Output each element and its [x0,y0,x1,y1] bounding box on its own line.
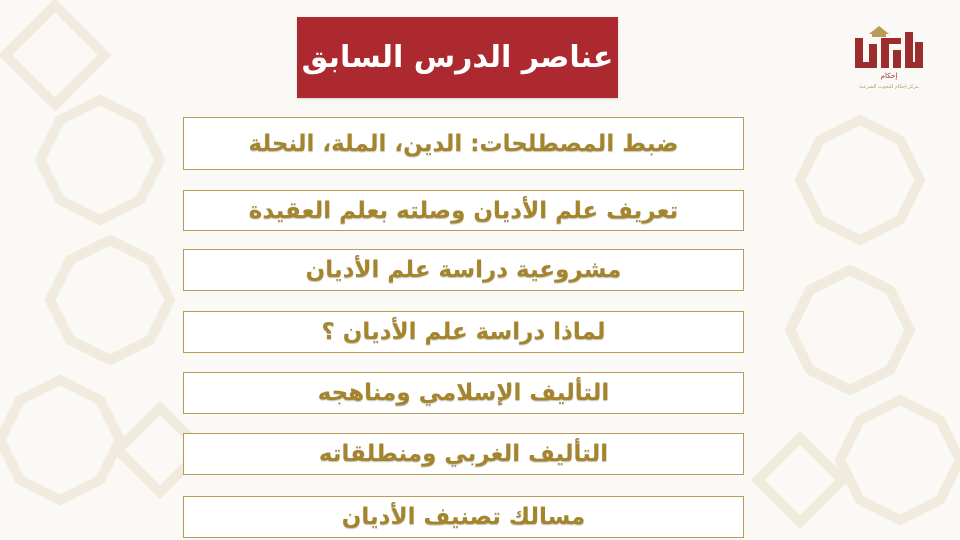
logo-name: إحكام [880,72,898,80]
list-item: ضبط المصطلحات: الدين، الملة، النحلة [183,117,744,170]
logo [851,24,927,94]
list-item: تعريف علم الأديان وصلته بعلم العقيدة [183,190,744,231]
list-item: مشروعية دراسة علم الأديان [183,249,744,291]
logo-mark-icon [853,24,925,70]
list-item: لماذا دراسة علم الأديان ؟ [183,311,744,353]
list-item: التأليف الإسلامي ومناهجه [183,372,744,414]
list-item: التأليف الغربي ومنطلقاته [183,433,744,475]
slide-title: عناصر الدرس السابق [297,17,618,98]
list-item: مسالك تصنيف الأديان [183,496,744,538]
logo-subtitle: مركز إحكام للبحوث الشرعية [859,84,919,90]
